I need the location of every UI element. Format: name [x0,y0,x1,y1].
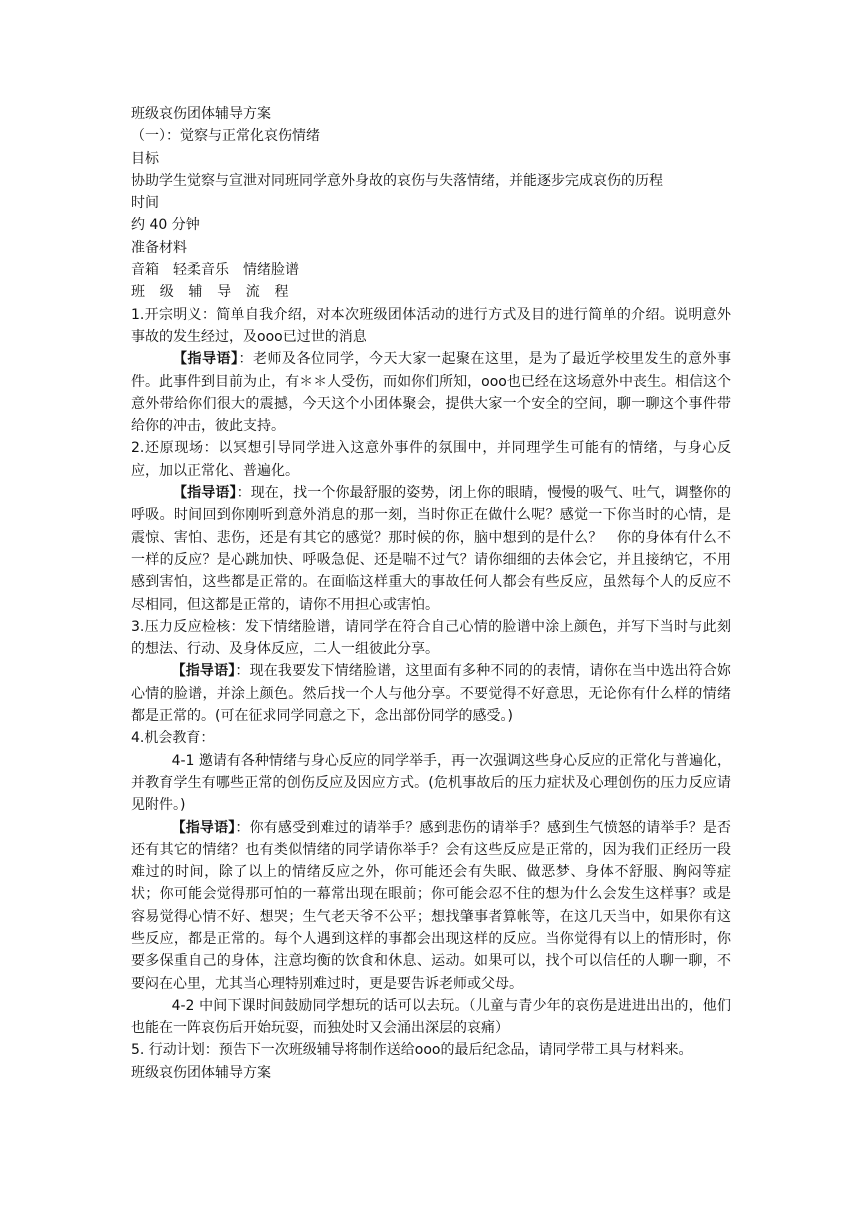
footer-title: 班级哀伤团体辅导方案 [131,1064,271,1081]
guide-label: 【指导语】 [171,663,236,680]
guide-paragraph-1 [131,348,731,437]
step-4: 4.机会教育： [131,730,215,747]
step-1: 1.开宗明义：简单自我介绍，对本次班级团体活动的进行方式及目的进行简单的介绍。说明意外事故的发生经过，及ooo已过世的消息 [131,306,731,345]
step-3: 3.压力反应检核：发下情绪脸谱，请同学在符合自己心情的脸谱中涂上颜色，并写下当时与此刻的想法、行动、及身体反应，二人一组彼此分享。 [131,618,731,658]
materials-text: 音箱 轻柔音乐 情绪脸谱 [131,262,299,279]
guide-text-1: ：老师及各位同学，今天大家一起聚在这里，是为了最近学校里发生的意外事件。此事件到目前为止，有＊＊人受伤，而如你们所知，ooo也已经在这场意外中丧生。相信这个意外带给你们很大的震撼，今天这个小团体聚会，提供大家一个安全的空间，聊一聊这个事件带给你的冲击，彼此支持。 [131,351,731,435]
step-4-1: 4-1 邀请有各种情绪与身心反应的同学举手，再一次强调这些身心反应的正常化与普遍化，并教育学生有哪些正常的创伤反应及因应方式。(危机事故后的压力症状及心理创伤的压力反应请见附件。) [131,752,731,814]
time-text: 约 40 分钟 [131,217,200,234]
goal-heading: 目标 [131,150,159,167]
materials-heading: 准备材料 [131,239,187,256]
time-heading: 时间 [131,195,159,212]
guide-paragraph-4 [131,817,731,995]
section-heading: （一）：觉察与正常化哀伤情绪 [131,128,320,145]
step-2: 2.还原现场：以冥想引导同学进入这意外事件的氛围中，并同理学生可能有的情绪，与身心反应，加以正常化、普遍化。 [131,440,731,479]
guide-label: 【指导语】 [171,819,236,836]
guide-text-3: ：现在我要发下情绪脸谱，这里面有多种不同的的表情，请你在当中选出符合妳心情的脸谱，并涂上颜色。然后找一个人与他分享。不要觉得不好意思，无论你有什么样的情绪都是正常的。(可在征求同学同意之下，念出部份同学的感受。) [131,663,732,725]
document-body [131,103,731,1084]
flow-heading: 班级辅导流程 [131,284,304,301]
document-title: 班级哀伤团体辅导方案 [131,106,271,122]
guide-paragraph-2 [131,482,731,616]
guide-paragraph-3 [131,660,731,727]
step-4-2: 4-2 中间下课时间鼓励同学想玩的话可以去玩。（儿童与青少年的哀伤是进进出出的，他们也能在一阵哀伤后开始玩耍，而独处时又会涌出深层的哀痛） [131,997,731,1037]
guide-label: 【指导语】 [173,485,237,502]
guide-text-2: ：现在，找一个你最舒服的姿势，闭上你的眼睛，慢慢的吸气、吐气，调整你的呼吸。时间回到你刚听到意外消息的那一刻，当时你正在做什么呢？感觉一下你当时的心情，是震惊、害怕、悲伤，还是有其它的感觉？那时候的你，脑中想到的是什么？ 你的身体有什么不一样的反应？是心跳加快、呼吸急促、还是喘不过气？请你细细的去体会它，并且接纳它，不用感到害怕，这些都是正常的。在面临这样重大的事故任何人都会有些反应，虽然每个人的反应不尽相同，但这都是正常的，请你不用担心或害怕。 [131,485,732,613]
step-5: 5. 行动计划：预告下一次班级辅导将制作送给ooo的最后纪念品，请同学带工具与材料来。 [131,1042,693,1059]
guide-text-4: ：你有感受到难过的请举手？感到悲伤的请举手？感到生气愤怒的请举手？是否还有其它的情绪？也有类似情绪的同学请你举手？会有这些反应是正常的，因为我们正经历一段难过的时间，除了以上的情绪反应之外，你可能还会有失眠、做恶梦、身体不舒服、胸闷等症状；你可能会觉得那可怕的一幕常出现在眼前；你可能会忍不住的想为什么会发生这样事？或是容易觉得心情不好、想哭；生气老天爷不公平；想找肇事者算帐等，在这几天当中，如果你有这些反应，都是正常的。每个人遇到这样的事都会出现这样的反应。当你觉得有以上的情形时，你要多保重自己的身体，注意均衡的饮食和休息、运动。如果可以，找个可以信任的人聊一聊，不要闷在心里，尤其当心理特别难过时，更是要告诉老师或父母。 [131,819,732,992]
goal-text: 协助学生觉察与宣泄对同班同学意外身故的哀伤与失落情绪，并能逐步完成哀伤的历程 [131,172,663,189]
guide-label: 【指导语】 [173,351,239,368]
